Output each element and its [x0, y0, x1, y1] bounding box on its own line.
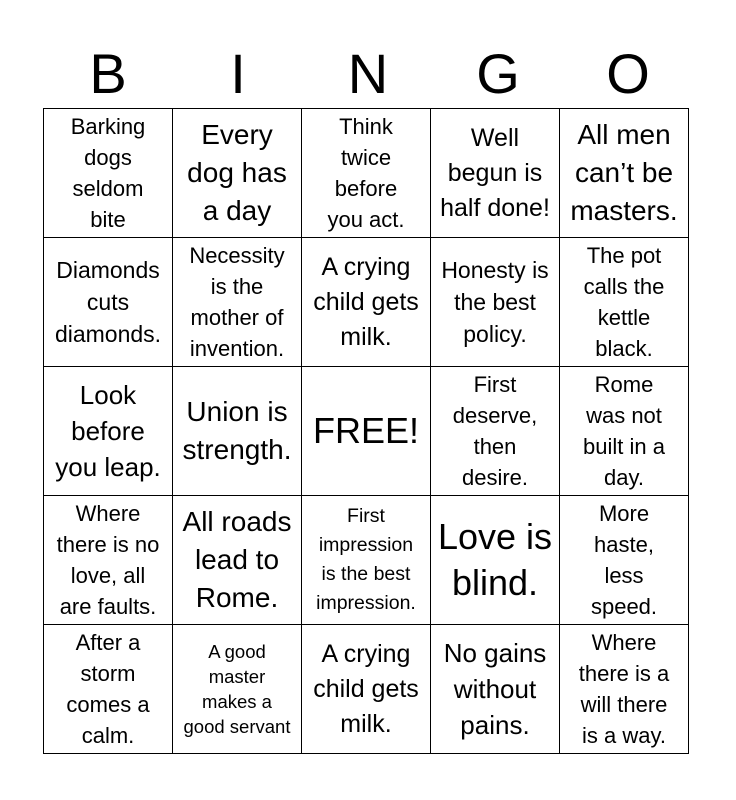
cell-text: The pot calls the kettle black.	[583, 243, 665, 361]
bingo-header	[43, 40, 693, 108]
bingo-cell[interactable]	[173, 496, 302, 625]
bingo-cell[interactable]	[431, 496, 560, 625]
header-letter-i: I	[230, 42, 246, 105]
bingo-cell[interactable]	[302, 496, 431, 625]
header-letter-o: O	[606, 42, 650, 105]
bingo-cell[interactable]	[431, 367, 560, 496]
free-space-label: FREE!	[312, 410, 419, 451]
free-space-cell[interactable]	[302, 367, 431, 496]
cell-text: Where there is no love, all are faults.	[56, 501, 160, 619]
cell-text: Diamonds cuts diamonds.	[54, 257, 162, 347]
bingo-cell[interactable]	[44, 496, 173, 625]
cell-text: All roads lead to Rome.	[182, 506, 292, 613]
bingo-cell[interactable]	[302, 238, 431, 367]
board-row-1	[44, 109, 689, 238]
bingo-cell[interactable]	[560, 496, 689, 625]
bingo-cell[interactable]	[44, 109, 173, 238]
bingo-board	[43, 108, 689, 754]
cell-text: More haste, less speed.	[590, 501, 658, 619]
cell-text: A crying child gets milk.	[313, 252, 419, 351]
bingo-cell[interactable]	[431, 109, 560, 238]
board-row-2	[44, 238, 689, 367]
bingo-cell[interactable]	[44, 367, 173, 496]
bingo-cell[interactable]	[560, 625, 689, 754]
cell-text: Honesty is the best policy.	[441, 257, 549, 347]
bingo-cell[interactable]	[173, 625, 302, 754]
bingo-cell[interactable]	[431, 238, 560, 367]
bingo-cell[interactable]	[560, 109, 689, 238]
cell-text: All men can’t be masters.	[570, 119, 678, 226]
bingo-cell[interactable]	[560, 367, 689, 496]
bingo-cell[interactable]	[173, 238, 302, 367]
bingo-cell[interactable]	[173, 109, 302, 238]
header-letter-b: B	[89, 42, 127, 105]
bingo-cell[interactable]	[431, 625, 560, 754]
cell-text: Barking dogs seldom bite	[70, 114, 146, 232]
bingo-cell[interactable]	[173, 367, 302, 496]
board-row-4	[44, 496, 689, 625]
cell-text: Rome was not built in a day.	[583, 372, 665, 490]
cell-text: Necessity is the mother of invention.	[189, 243, 285, 361]
cell-text: Look before you leap.	[55, 380, 161, 482]
cell-text: Think twice before you act.	[327, 114, 405, 232]
cell-text: Union is strength.	[182, 396, 292, 465]
bingo-cell[interactable]	[560, 238, 689, 367]
cell-text: Where there is a will there is a way.	[578, 630, 670, 748]
cell-text: Every dog has a day	[187, 119, 287, 226]
cell-text: First impression is the best impression.	[316, 505, 416, 614]
bingo-cell[interactable]	[44, 625, 173, 754]
cell-text: Well begun is half done!	[440, 123, 550, 222]
cell-text: Love is blind.	[437, 516, 553, 603]
bingo-cell[interactable]	[44, 238, 173, 367]
cell-text: A crying child gets milk.	[313, 639, 419, 738]
header-letter-g: G	[476, 42, 520, 105]
header-letter-n: N	[347, 42, 389, 105]
bingo-cell[interactable]	[302, 625, 431, 754]
cell-text: A good master makes a good servant	[183, 641, 291, 737]
cell-text: After a storm comes a calm.	[66, 630, 150, 748]
board-row-3	[44, 367, 689, 496]
cell-text: First deserve, then desire.	[452, 372, 538, 490]
board-row-5	[44, 625, 689, 754]
bingo-cell[interactable]	[302, 109, 431, 238]
cell-text: No gains without pains.	[443, 638, 547, 740]
